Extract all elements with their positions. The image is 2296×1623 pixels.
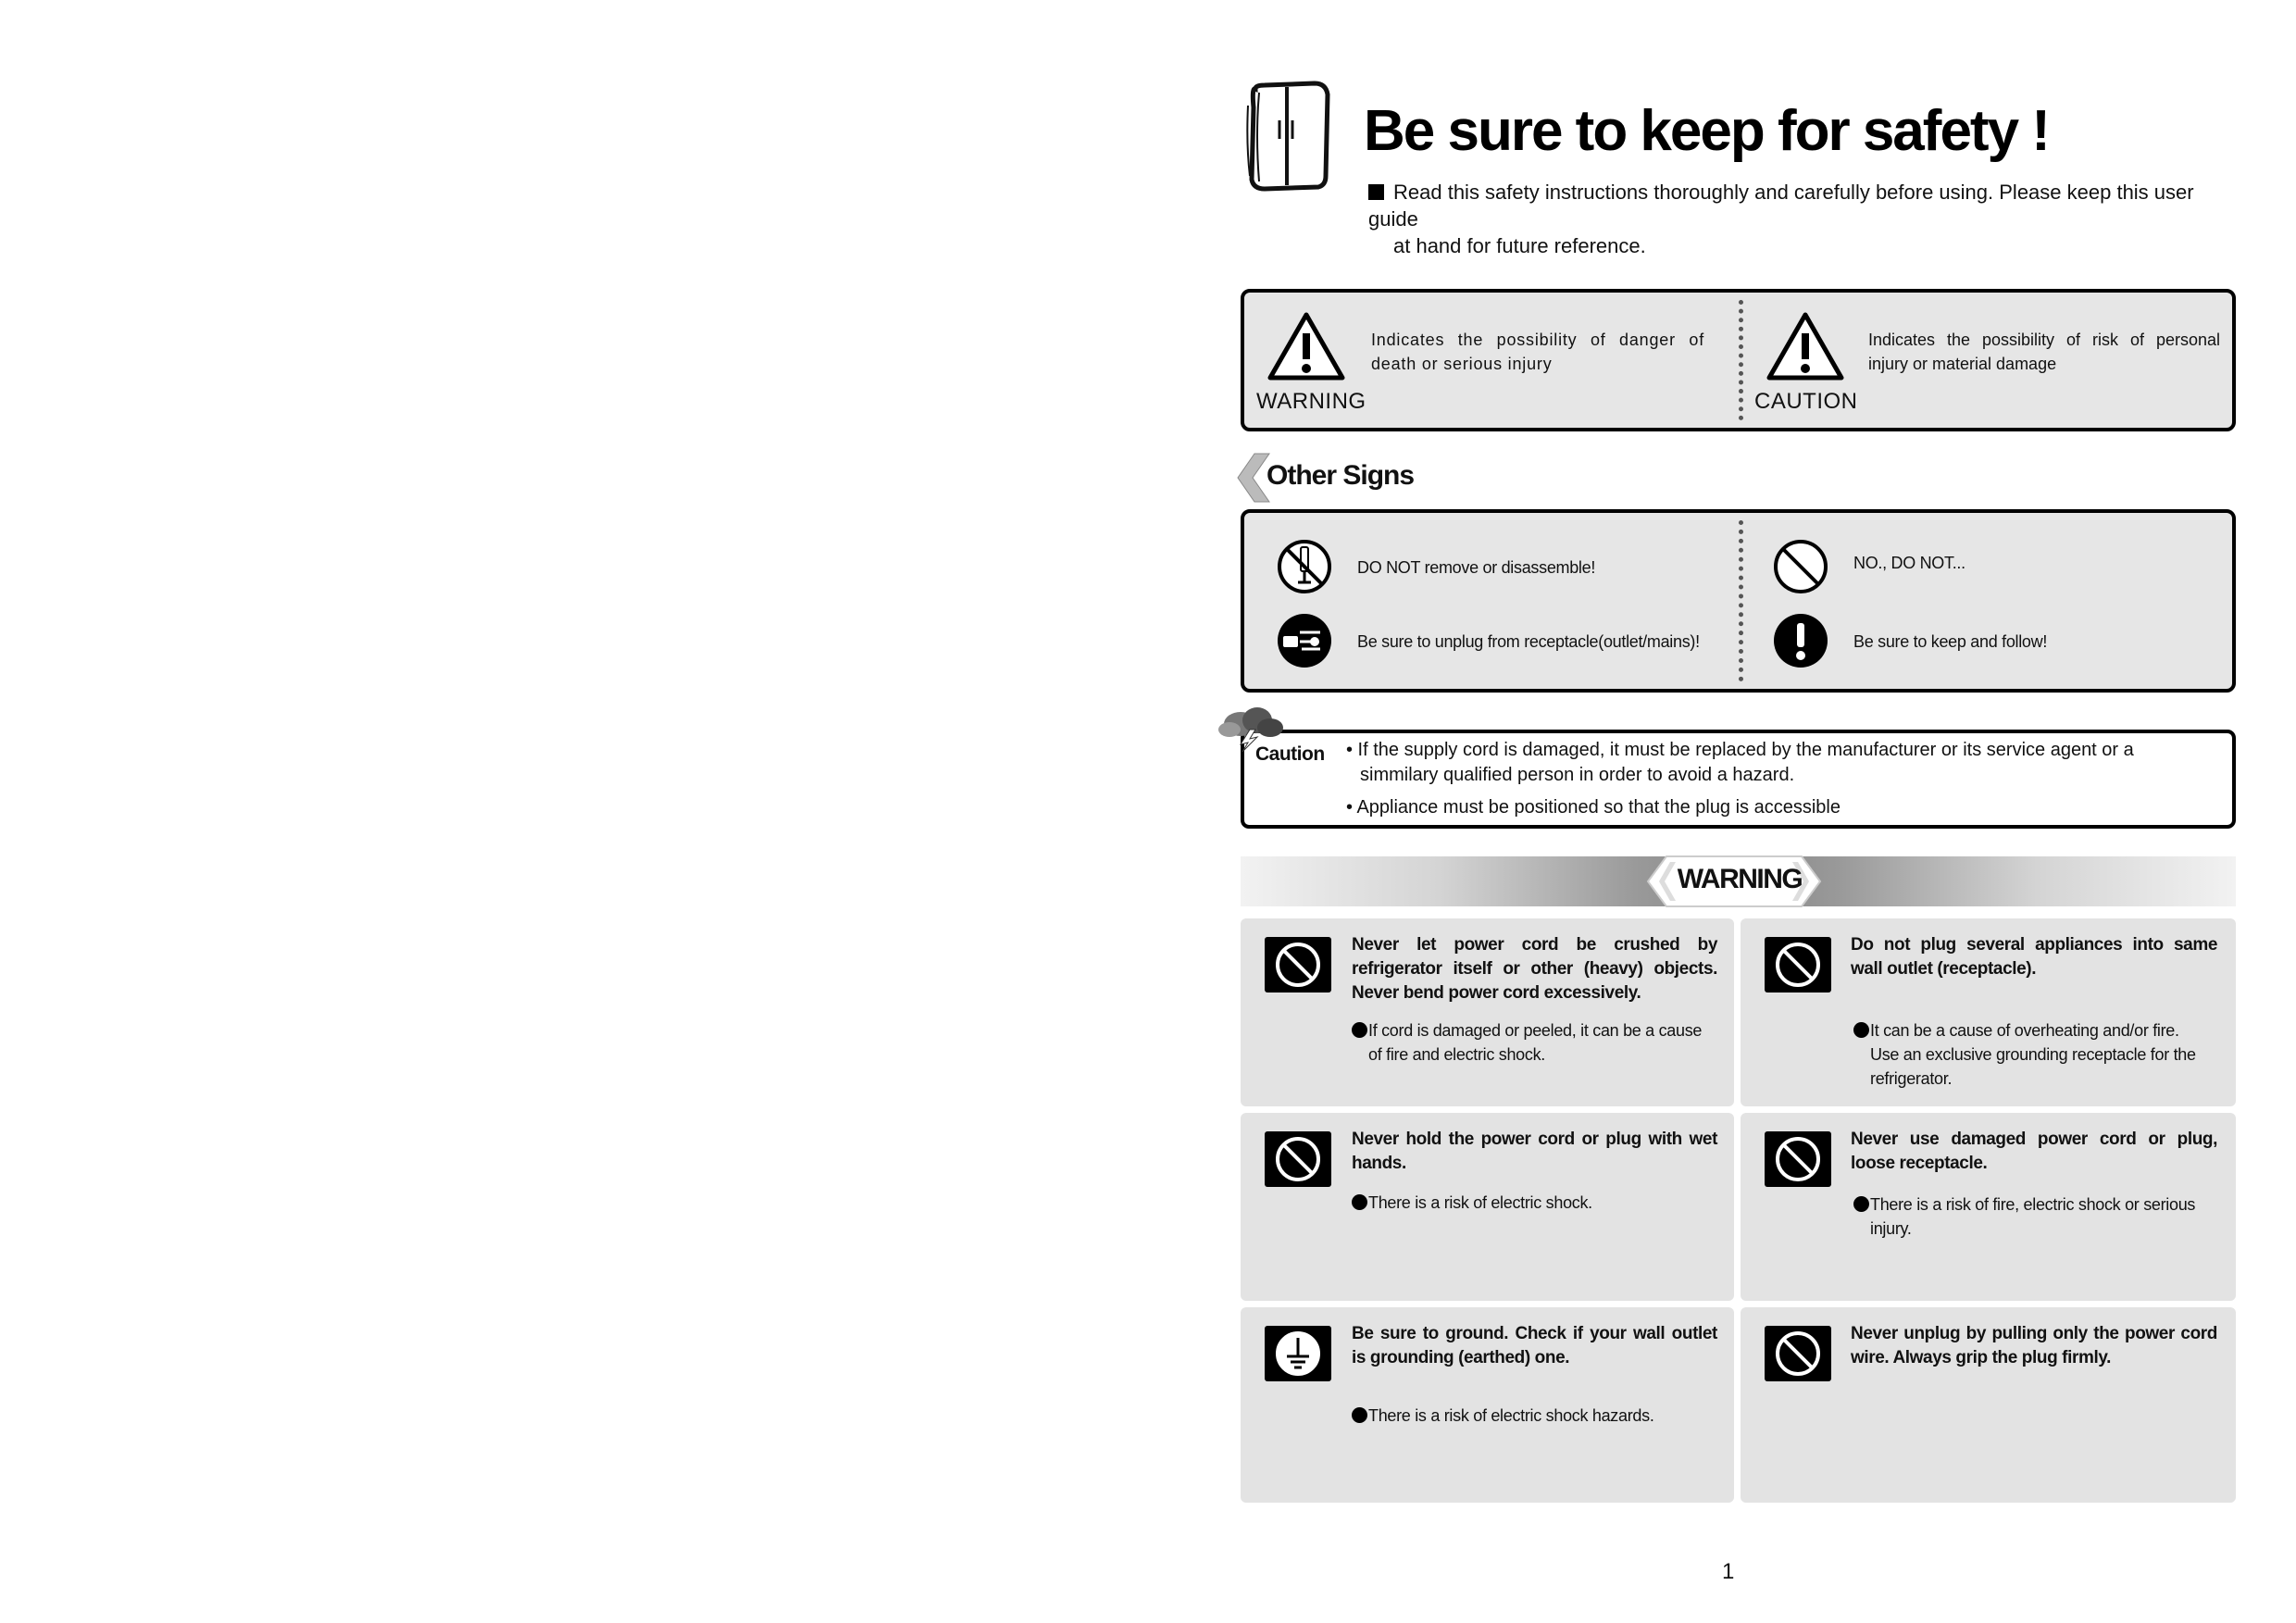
caution-bullet-2: • Appliance must be positioned so that the plug is accessible bbox=[1346, 797, 1841, 818]
bullet-dot-icon bbox=[1352, 1022, 1367, 1038]
warning-item-heading: Do not plug several appliances into same wall outlet (receptacle). bbox=[1851, 935, 2217, 979]
severity-legend-box bbox=[1241, 289, 2236, 431]
warning-item bbox=[1741, 1113, 2236, 1301]
sign-text: NO., DO NOT... bbox=[1853, 554, 1965, 572]
no-disassembly-icon bbox=[1276, 538, 1333, 595]
exclamation-icon bbox=[1772, 612, 1829, 669]
warning-item-heading: Never let power cord be crushed by refrigerator itself or other (heavy) objects. Never bend power cord excessively. bbox=[1352, 935, 1717, 1003]
intro-line-2: at hand for future reference. bbox=[1393, 234, 1646, 257]
note-line-1: There is a risk of fire, electric shock or serious bbox=[1870, 1195, 2196, 1214]
warning-item-heading: Never unplug by pulling only the power cord wire. Always grip the plug firmly. bbox=[1851, 1324, 2217, 1367]
warning-item-note bbox=[1352, 1404, 1717, 1428]
bullet-dot-icon bbox=[1352, 1407, 1367, 1423]
section-arrow-icon bbox=[1234, 452, 1271, 504]
warning-item bbox=[1741, 1307, 2236, 1503]
ground-icon bbox=[1265, 1326, 1331, 1381]
bullet-dot-icon bbox=[1853, 1022, 1869, 1038]
prohibited-icon bbox=[1772, 538, 1829, 595]
note-line-1: It can be a cause of overheating and/or fire. bbox=[1870, 1021, 2179, 1040]
warning-triangle-icon bbox=[1267, 311, 1346, 381]
square-bullet-icon bbox=[1368, 184, 1384, 200]
caution-bullet-1-cont: simmilary qualified person in order to avoid a hazard. bbox=[1360, 765, 1795, 785]
warning-item bbox=[1741, 918, 2236, 1106]
note-line-2: injury. bbox=[1870, 1219, 1912, 1238]
caution-description: Indicates the possibility of risk of personal injury or material damage bbox=[1868, 331, 2220, 373]
warning-item-note bbox=[1352, 1018, 1717, 1067]
warning-item bbox=[1241, 1113, 1734, 1301]
unplug-icon bbox=[1276, 612, 1333, 669]
other-signs-box bbox=[1241, 509, 2236, 693]
prohibited-icon bbox=[1765, 1131, 1831, 1187]
warning-item-heading: Never hold the power cord or plug with wet hands. bbox=[1352, 1130, 1717, 1173]
refrigerator-icon bbox=[1242, 80, 1335, 193]
warning-section-title: WARNING bbox=[1677, 864, 1803, 894]
warning-legend bbox=[1244, 293, 1739, 428]
page-number: 1 bbox=[1722, 1559, 1735, 1584]
caution-label: CAUTION bbox=[1754, 389, 1858, 414]
sign-text: Be sure to keep and follow! bbox=[1853, 632, 2048, 651]
prohibited-icon bbox=[1765, 937, 1831, 993]
note-line-1: There is a risk of electric shock. bbox=[1368, 1193, 1592, 1212]
prohibited-icon bbox=[1765, 1326, 1831, 1381]
prohibited-icon bbox=[1265, 937, 1331, 993]
warning-item-note bbox=[1352, 1191, 1717, 1215]
note-line-1: There is a risk of electric shock hazards. bbox=[1368, 1406, 1654, 1425]
caution-bullet-1: • If the supply cord is damaged, it must be replaced by the manufacturer or its service agent or a bbox=[1346, 740, 2134, 760]
caution-legend bbox=[1743, 293, 2236, 428]
warning-item-heading: Never use damaged power cord or plug, loose receptacle. bbox=[1851, 1130, 2217, 1173]
prohibited-icon bbox=[1265, 1131, 1331, 1187]
bullet-dot-icon bbox=[1853, 1196, 1869, 1212]
note-line-1: If cord is damaged or peeled, it can be a cause bbox=[1368, 1021, 1703, 1040]
other-signs-title: Other Signs bbox=[1267, 460, 1415, 491]
intro-text bbox=[1368, 179, 2229, 259]
sign-text: DO NOT remove or disassemble! bbox=[1357, 558, 1596, 577]
page-title: Be sure to keep for safety ! bbox=[1364, 99, 2049, 163]
warning-item-note bbox=[1853, 1018, 2219, 1091]
warning-description: Indicates the possibility of danger of death or serious injury bbox=[1371, 331, 1704, 373]
warning-item bbox=[1241, 918, 1734, 1106]
note-line-2: Use an exclusive grounding receptacle for the refrigerator. bbox=[1870, 1045, 2196, 1088]
bullet-dot-icon bbox=[1352, 1194, 1367, 1210]
warning-item bbox=[1241, 1307, 1734, 1503]
warning-item-heading: Be sure to ground. Check if your wall outlet is grounding (earthed) one. bbox=[1352, 1324, 1717, 1367]
note-line-2: of fire and electric shock. bbox=[1368, 1045, 1545, 1064]
warning-item-note bbox=[1853, 1192, 2219, 1241]
sign-text: Be sure to unplug from receptacle(outlet/mains)! bbox=[1357, 632, 1700, 651]
dotted-divider bbox=[1739, 520, 1743, 681]
caution-box-label: Caution bbox=[1255, 743, 1325, 765]
caution-triangle-icon bbox=[1766, 311, 1845, 381]
caution-box-text bbox=[1346, 738, 2226, 820]
warning-label: WARNING bbox=[1256, 389, 1366, 414]
intro-line-1: Read this safety instructions thoroughly and carefully before using. Please keep this user guide bbox=[1368, 181, 2194, 231]
